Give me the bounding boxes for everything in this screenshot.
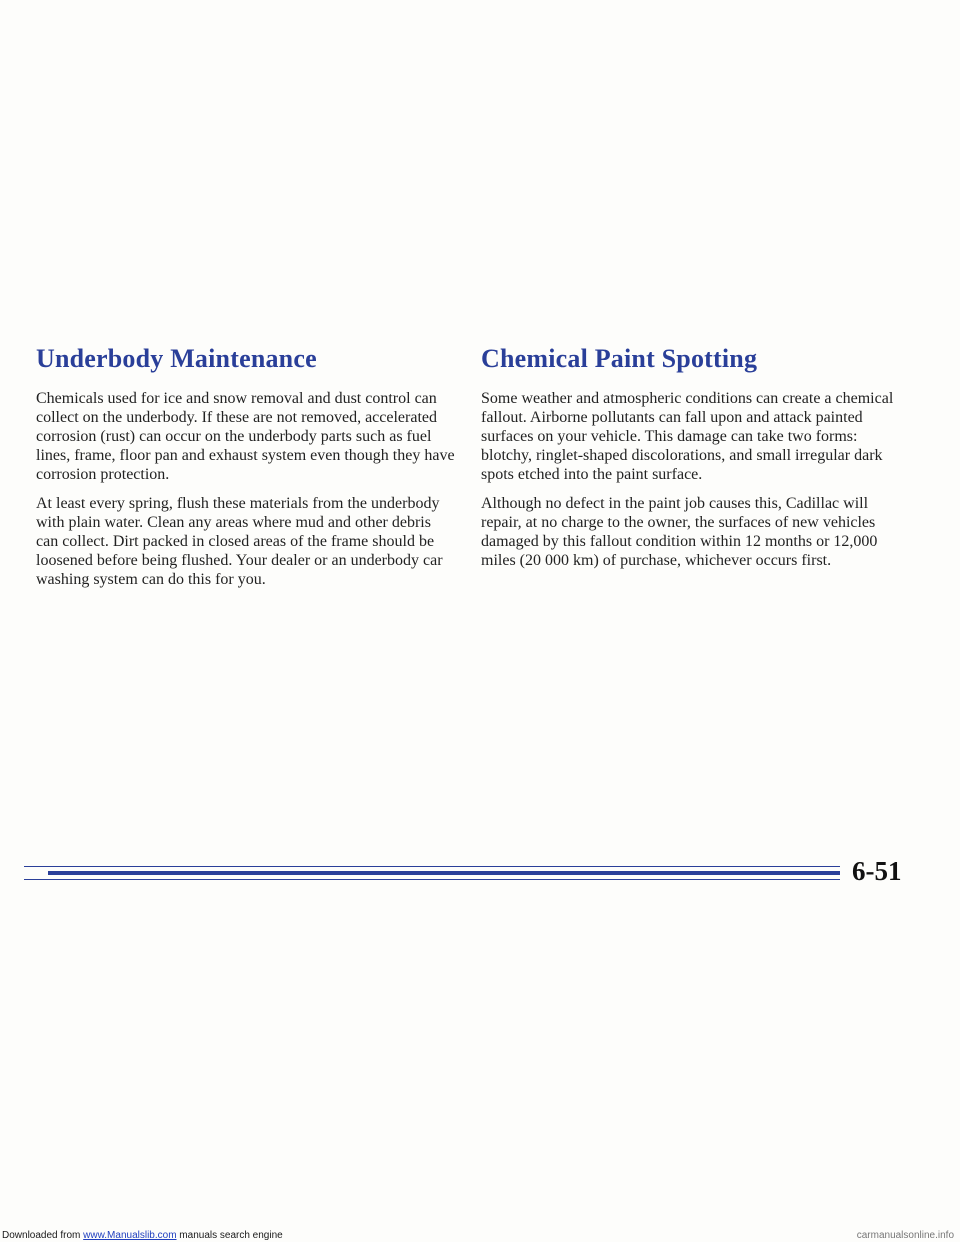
rule-line-middle [48,871,840,875]
page-number: 6-51 [852,856,902,886]
footer-credit [2,1229,283,1242]
paragraph-underbody-2: At least every spring, flush these materials from the underbody with plain water. Clean any areas where mud and other debris can collect. Dirt packed in closed areas of the frame should be loosened before being flushed. Your dealer or an underbody car washing system can do this for you. [36,495,443,588]
manualslib-link[interactable]: www.Manualslib.com [83,1230,177,1241]
rule-line-bottom [24,879,840,880]
watermark-text: carmanualsonline.info [856,1230,954,1241]
paragraph-paint-1: Some weather and atmospheric conditions can create a chemical fallout. Airborne pollutants can fall upon and attack painted surfaces on your vehicle. This damage can take two forms: blotchy, ringlet-shaped discolorations, and small irregular dark spots etched into the paint surface. [481,390,894,483]
paragraph-paint-2: Although no defect in the paint job causes this, Cadillac will repair, at no charge to the owner, the surfaces of new vehicles damaged by this fallout condition within 12 months or 12,000 miles (20 000 km) of purchase, whichever occurs first. [481,495,878,569]
page-footer-rule [0,852,960,892]
section-heading-underbody: Underbody Maintenance [36,344,317,373]
paragraph-underbody-1: Chemicals used for ice and snow removal and dust control can collect on the underbody. If these are not removed, accelerated corrosion (rust) can occur on the underbody parts such as fuel lines, frame, floor pan and exhaust system even though they have corrosion protection. [36,390,455,483]
section-heading-paint-spotting: Chemical Paint Spotting [481,344,758,373]
underbody-maintenance-section [36,342,456,599]
download-footer [0,1229,960,1242]
rule-line-top [24,866,840,867]
footer-suffix: manuals search engine [176,1230,283,1241]
chemical-paint-spotting-section [481,342,911,580]
footer-prefix: Downloaded from [2,1230,84,1241]
